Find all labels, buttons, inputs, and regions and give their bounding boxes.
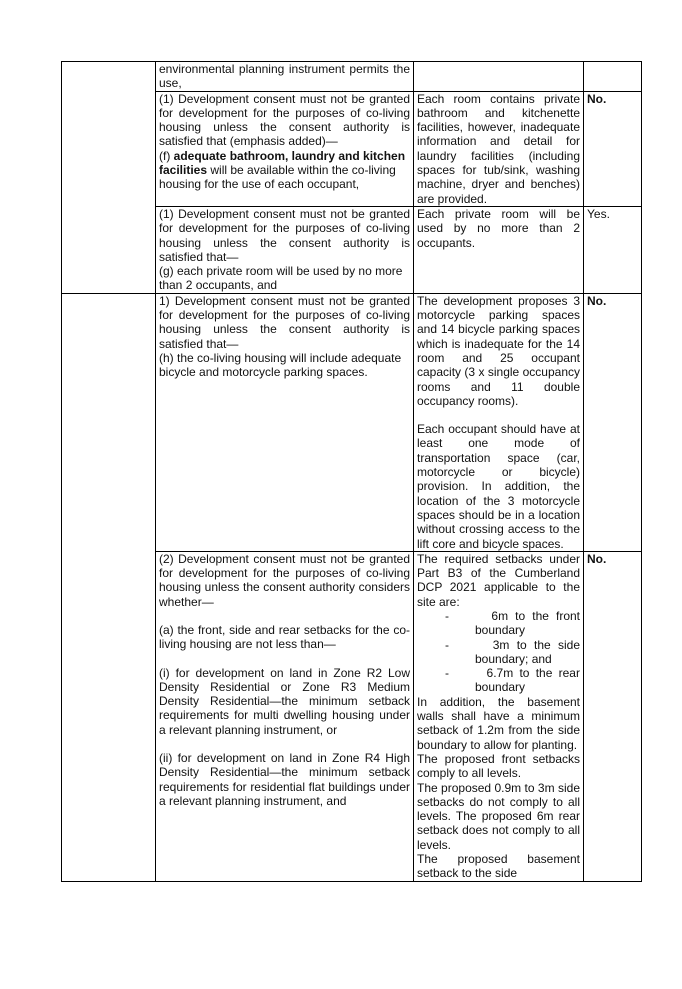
comment-text: The required setbacks under Part B3 of the Cumberland DCP 2021 applicable to the site are: [417, 551, 580, 609]
complies-cell [584, 91, 642, 206]
provision-text: (1) Development consent must not be granted for development for the purposes of co-living housing unless the consent authority is satisfied that— [159, 206, 410, 264]
comment-text: Each occupant should have at least one mode of transportation space (car, motorcycle or bicycle) provision. In addition, the location of the 3 motorcycle spaces should be in a location without crossing access to the lift core and bicycle spaces. [417, 422, 580, 551]
comment-cell [414, 206, 584, 293]
setback-list [417, 609, 580, 695]
provision-text: (1) Development consent must not be granted for development for the purposes of co-living housing unless the consent authority is satisfied that (emphasis added)— [159, 91, 410, 149]
provision-text: (2) Development consent must not be granted for development for the purposes of co-living housing unless the consent authority considers whether— [159, 551, 410, 609]
list-item: - 6.7m to the rear boundary [445, 666, 580, 695]
status-badge: No. [587, 91, 607, 106]
comment-text: In addition, the basement walls shall have a minimum setback of 1.2m from the side boundary to allow for planting. [417, 694, 580, 752]
provision-cell [156, 91, 414, 206]
table-row [62, 293, 642, 551]
provision-text: (ii) for development on land in Zone R4 High Density Residential—the minimum setback requirements for residential flat buildings under a relevant planning instrument, and [159, 751, 410, 808]
provision-emphasis: adequate bathroom, laundry and kitchen facilities [159, 148, 406, 178]
comment-text: The proposed basement setback to the side [417, 852, 580, 881]
clause-cell [62, 293, 156, 881]
comment-text: Each private room will be used by no more than 2 occupants. [417, 206, 580, 250]
comment-cell [414, 91, 584, 206]
status-badge: Yes. [587, 206, 610, 221]
comment-cell [414, 293, 584, 551]
status-badge: No. [587, 551, 607, 566]
comment-text: Each room contains private bathroom and kitchenette facilities, however, inadequate information and detail for laundry facilities (including spaces for tub/sink, washing machine, dryer and benches) are provided. [417, 91, 580, 206]
provision-cell [156, 551, 414, 881]
provision-text: 1) Development consent must not be granted for development for the purposes of co-living housing unless the consent authority is satisfied that— [159, 293, 410, 351]
provision-item [159, 149, 410, 192]
comment-cell [414, 62, 584, 92]
provision-text: (a) the front, side and rear setbacks for the co-living housing are not less than— [159, 622, 410, 652]
comment-text: The proposed 0.9m to 3m side setbacks do not comply to all levels. The proposed 6m rear setback does not comply to all levels. [417, 780, 580, 852]
provision-text: (i) for development on land in Zone R2 Low Density Residential or Zone R3 Medium Density Residential—the minimum setback requirements for multi dwelling housing under a relevant planning instrument, or [159, 665, 410, 737]
provision-suffix: will be available within the co-living housing for the use of each occupant, [159, 163, 396, 192]
provision-prefix: (f) [159, 148, 174, 163]
status-badge: No. [587, 293, 607, 308]
list-item: - 6m to the front boundary [445, 608, 580, 638]
table-row [62, 62, 642, 92]
provision-item: (h) the co-living housing will include adequate bicycle and motorcycle parking spaces. [159, 350, 402, 380]
list-item: - 3m to the side boundary; and [445, 637, 580, 666]
clause-cell [62, 62, 156, 294]
complies-cell [584, 206, 642, 293]
provision-cell [156, 206, 414, 293]
provision-cell [156, 293, 414, 551]
provision-text: environmental planning instrument permits the use, [159, 62, 410, 91]
comment-cell [414, 551, 584, 881]
compliance-table [61, 61, 642, 882]
complies-cell [584, 62, 642, 92]
comment-text: The proposed front setbacks comply to all levels. [417, 751, 580, 781]
complies-cell [584, 551, 642, 881]
comment-text: The development proposes 3 motorcycle parking spaces and 14 bicycle parking spaces which is inadequate for the 14 room and 25 occupant capacity (3 x single occupancy rooms and 11 double occupancy rooms). [417, 293, 580, 408]
complies-cell [584, 293, 642, 551]
provision-item: (g) each private room will be used by no more than 2 occupants, and [159, 264, 403, 293]
provision-cell [156, 62, 414, 92]
